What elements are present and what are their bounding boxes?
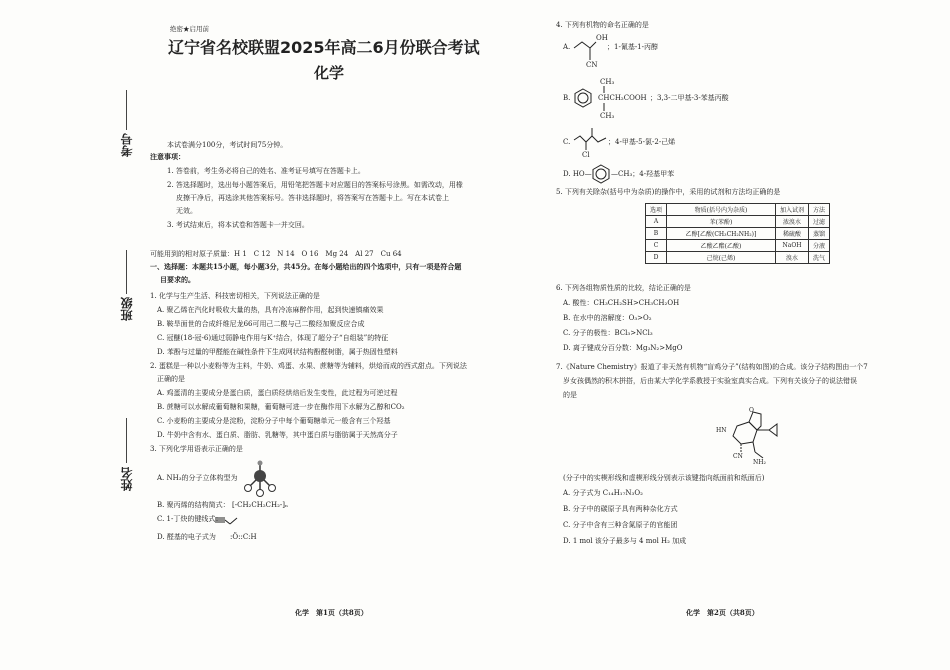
table-row <box>646 216 830 228</box>
q5-col-reagent: 加入试剂 <box>776 204 809 216</box>
exam-number-label: 考号 <box>120 133 134 157</box>
q2-option-c: C. 小麦粉的主要成分是淀粉，淀粉分子中每个葡萄糖单元一般含有三个羟基 <box>157 417 391 425</box>
q4-b-main: CHCH₂COOH <box>598 94 647 102</box>
q3-option-c: C. 1-丁炔的键线式： <box>157 515 223 523</box>
table-cell: C <box>646 240 667 252</box>
table-cell: NaOH <box>776 240 809 252</box>
table-cell: 溴水 <box>776 252 809 264</box>
q2-stem-2: 正确的是 <box>157 375 185 383</box>
q7-option-b: B. 分子中的碳原子具有两种杂化方式 <box>563 505 678 513</box>
q1-option-b: B. 鞍旱面世的合成纤维尼龙66可用己二酸与己二酸经加聚反应合成 <box>157 320 365 328</box>
q4-b-ch3-top: CH₃ <box>600 78 615 86</box>
table-cell: 稀硫酸 <box>776 228 809 240</box>
table-cell: 乙酸乙酯(乙酸) <box>667 240 776 252</box>
notice-2a: 2. 答选择题时，选出每小题答案后，用铅笔把答题卡对应题目的答案标号涂黑。如需改动，用橡 <box>167 181 463 189</box>
q7-note: (分子中的实楔形线和虚楔形线分别表示该键指向纸面前和纸面后) <box>563 474 765 482</box>
name-label: 姓名 <box>120 467 134 491</box>
table-cell: 蒸馏 <box>809 228 830 240</box>
q4-a-name: ；1-氰基-1-丙醇 <box>607 43 659 51</box>
q7-o-label: O <box>749 407 754 414</box>
exam-title: 辽宁省名校联盟2025年高二6月份联合考试 <box>168 38 480 57</box>
table-row <box>646 252 830 264</box>
q4-a-oh: OH <box>596 34 608 42</box>
class-line <box>126 250 127 294</box>
table-cell: 分液 <box>809 240 830 252</box>
q5-stem: 5. 下列有关除杂(括号中为杂质)的操作中，采用的试剂和方法均正确的是 <box>556 188 781 196</box>
q5-table <box>645 203 830 264</box>
q3-option-a: A. NH₃的分子立体构型为 <box>157 474 238 482</box>
q5-col-substance: 物质(括号内为杂质) <box>667 204 776 216</box>
q4-b-ch3-bottom: CH₃ <box>600 112 615 120</box>
table-cell: B <box>646 228 667 240</box>
table-cell: 浓溴水 <box>776 216 809 228</box>
q4-d-benzene-image <box>591 164 611 184</box>
q6-option-d: D. 离子键成分百分数：Mg₃N₂>MgO <box>563 344 683 352</box>
class-label: 班级 <box>120 297 134 321</box>
q2-option-b: B. 蔗糖可以水解成葡萄糖和果糖，葡萄糖可进一步在酶作用下水解为乙醇和CO₂ <box>157 403 405 411</box>
table-cell: 过滤 <box>809 216 830 228</box>
q4-c-cl: Cl <box>582 151 590 159</box>
q4-d-tail: —CH₃；4-羟基甲苯 <box>611 170 675 178</box>
q1-option-a: A. 聚乙烯在汽化时吸收大量的热，具有冷冻麻醉作用，起到快速镇痛效果 <box>157 306 384 314</box>
q7-option-d: D. 1 mol 该分子最多与 4 mol H₂ 加成 <box>563 537 687 545</box>
table-row <box>646 240 830 252</box>
q7-stem: 7.《Nature Chemistry》报道了非天然有机物“盲鸡分子”(结构如图)的合成。该分子结构图由一个7 <box>556 363 868 371</box>
table-cell: 洗气 <box>809 252 830 264</box>
q2-option-d: D. 牛奶中含有水、蛋白质、脂肪、乳糖等，其中蛋白质与脂肪属于天然高分子 <box>157 431 398 439</box>
q6-stem: 6. 下列各组物质性质的比较，结论正确的是 <box>556 284 691 292</box>
q3-stem: 3. 下列化学用语表示正确的是 <box>150 445 243 453</box>
atomic-masses: 可能用到的相对原子质量：H 1 C 12 N 14 O 16 Mg 24 Al 27 Cu 64 <box>150 250 402 258</box>
butyne-bond-line-image <box>215 514 245 526</box>
table-row <box>646 228 830 240</box>
section-1-a: 一、选择题：本题共15小题，每小题3分，共45分。在每小题给出的四个选项中，只有一项是符合题 <box>150 262 462 271</box>
notice-2b: 皮擦干净后，再选涂其他答案标号。答非选择题时，将答案写在答题卡上。写在本试卷上 <box>176 194 449 202</box>
blind-chicken-molecule-image <box>715 404 795 464</box>
notice-3: 3. 考试结束后，将本试卷和答题卡一并交回。 <box>167 221 309 229</box>
score-line: 本试卷满分100分，考试时间75分钟。 <box>167 141 288 149</box>
q4-c-name: ；4-甲基-5-氯-2-己烯 <box>608 138 676 146</box>
page-1-footer: 化学 第1页（共8页） <box>295 608 368 617</box>
subject-title: 化学 <box>314 64 345 82</box>
q5-table-header-row <box>646 204 830 216</box>
q5-col-option: 选项 <box>646 204 667 216</box>
notice-1: 1. 答卷前，考生务必将自己的姓名、准考证号填写在答题卡上。 <box>167 167 365 175</box>
table-cell: 苯(苯酚) <box>667 216 776 228</box>
q6-option-b: B. 在水中的溶解度：O₃>O₂ <box>563 314 652 322</box>
notice-title: 注意事项： <box>150 152 185 161</box>
q3-option-b: B. 聚丙烯的结构简式： <box>157 501 230 509</box>
q2-option-a: A. 鸡蛋清的主要成分是蛋白质，蛋白质经烘焙后发生变性，此过程为可逆过程 <box>157 389 398 397</box>
q3-option-d: D. 醛基的电子式为 <box>157 533 216 541</box>
q1-option-c: C. 冠醚(18-冠-6)通过弱静电作用与K⁺结合，体现了超分子“自组装”的特征 <box>157 334 389 342</box>
q3-d-formula: :Ö::C:H <box>230 533 257 541</box>
q4-b-benzene-image <box>573 88 593 108</box>
nh3-ball-model-image <box>240 458 280 498</box>
table-cell: 己烷(己烯) <box>667 252 776 264</box>
exam-number-line <box>126 90 127 130</box>
q6-option-a: A. 酸性：CH₃CH₂SH>CH₃CH₂OH <box>563 299 680 307</box>
q7-stem-2: 岁女孩偶然的积木拼搭，后由某大学化学系教授于实验室真实合成。下列有关该分子的说法错误 <box>563 377 857 385</box>
q7-option-c: C. 分子中含有三种含氮原子的官能团 <box>563 521 678 529</box>
table-cell: D <box>646 252 667 264</box>
q5-col-method: 方法 <box>809 204 830 216</box>
q7-cn-label: CN <box>733 453 743 460</box>
q2-stem: 2. 蛋糕是一种以小麦粉等为主料，牛奶、鸡蛋、水果、蔗糖等为辅料，烘焙而成的西式甜点。下列说法 <box>150 362 467 370</box>
page-2-footer: 化学 第2页（共8页） <box>686 608 759 617</box>
q4-option-a-label: A. <box>563 43 571 51</box>
secret-mark: 绝密★启用前 <box>170 25 209 33</box>
q7-option-a: A. 分子式为 C₁₄H₁₇N₃O₂ <box>563 489 643 497</box>
name-line <box>126 418 127 463</box>
q4-option-d-label: D. HO— <box>563 170 592 178</box>
q7-hn-label: HN <box>716 427 727 434</box>
table-cell: 乙醇[乙酸(CH₃CH₂NH₂)] <box>667 228 776 240</box>
q7-stem-3: 的是 <box>563 391 577 399</box>
q1-stem: 1. 化学与生产生活、科技密切相关，下列说法正确的是 <box>150 292 320 300</box>
q4-option-b-label: B. <box>563 94 571 102</box>
q7-nh2-label: NH₂ <box>753 459 766 466</box>
q3-b-formula: [-CH₂CH₂CH₂-]ₙ <box>232 501 289 509</box>
q4-stem: 4. 下列有机物的命名正确的是 <box>556 21 649 29</box>
section-1-b: 目要求的。 <box>160 275 195 284</box>
q4-a-cn: CN <box>586 61 598 69</box>
q6-option-c: C. 分子的极性：BCl₃>NCl₃ <box>563 329 653 337</box>
notice-2c: 无效。 <box>176 207 197 215</box>
q1-option-d: D. 苯酚与过量的甲醛能在碱性条件下生成网状结构酚醛树脂，属于热固性塑料 <box>157 348 398 356</box>
q4-b-name: ；3,3-二甲基-3-苯基丙酸 <box>650 94 729 102</box>
q4-c-structure-image <box>574 128 610 152</box>
q4-option-c-label: C. <box>563 138 571 146</box>
table-cell: A <box>646 216 667 228</box>
